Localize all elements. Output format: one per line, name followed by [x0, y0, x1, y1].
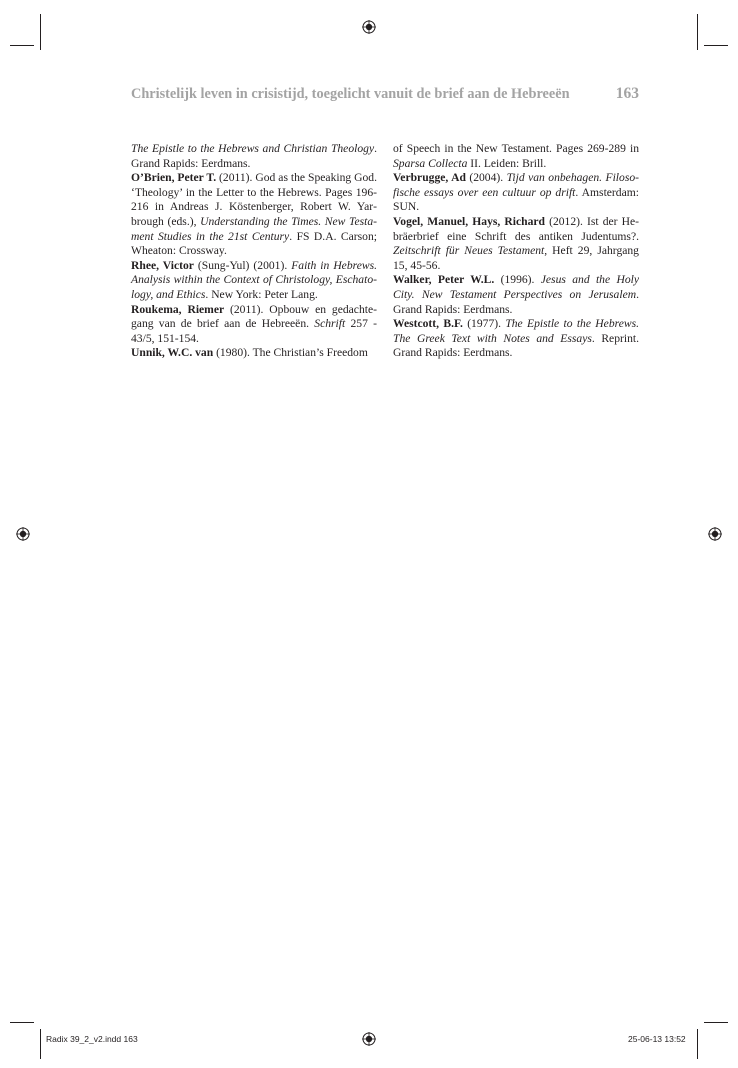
page-number: 163 — [615, 85, 639, 102]
registration-mark-icon — [708, 527, 722, 541]
crop-mark-icon — [704, 1022, 728, 1023]
crop-mark-icon — [704, 45, 728, 46]
reference-entry: Walker, Peter W.L. (1996). Jesus and the Holy City. New Testament Perspectives on Jerusalem. Grand Rapids: Eerdmans. — [393, 273, 639, 316]
reference-entry: Roukema, Riemer (2011). Opbouw en gedachtegang van de brief aan de Hebreeën. Schrift 257 - 43/5, 151-154. — [131, 302, 377, 345]
reference-entry: Rhee, Victor (Sung-Yul) (2001). Faith in Hebrews. Analysis within the Context of Christology, Eschatology, and Ethics. New York: Peter Lang. — [131, 258, 377, 301]
reference-entry: Unnik, W.C. van (1980). The Christian’s Freedom — [131, 346, 368, 360]
reference-entry: The Epistle to the Hebrews and Christian Theology. Grand Rapids: Eerdmans. — [131, 142, 377, 170]
crop-mark-icon — [697, 1029, 698, 1059]
slug-datetime: 25-06-13 13:52 — [628, 1034, 686, 1044]
running-header — [131, 84, 639, 104]
registration-mark-icon — [362, 1032, 376, 1046]
reference-entry: of Speech in the New Testament. Pages 269-289 in Sparsa Collecta II. Leiden: Brill. — [393, 142, 639, 170]
crop-mark-icon — [40, 1029, 41, 1059]
registration-mark-icon — [16, 527, 30, 541]
bibliography-left-column — [131, 142, 377, 361]
reference-entry: Westcott, B.F. (1977). The Epistle to the Hebrews. The Greek Text with Notes and Essays. Reprint. Grand Rapids: Eerdmans. — [393, 317, 639, 360]
crop-mark-icon — [10, 1022, 34, 1023]
crop-mark-icon — [40, 14, 41, 50]
registration-mark-icon — [362, 20, 376, 34]
crop-mark-icon — [10, 45, 34, 46]
crop-mark-icon — [697, 14, 698, 50]
bibliography-right-column — [393, 142, 639, 361]
running-title: Christelijk leven in crisistijd, toegelicht vanuit de brief aan de Hebreeën — [131, 86, 570, 102]
reference-entry: Vogel, Manuel, Hays, Richard (2012). Ist der Hebräerbrief eine Schrift des antiken Judentums?. Zeitschrift für Neues Testament, Heft 29, Jahrgang 15, 45-56. — [393, 214, 639, 272]
reference-entry: O’Brien, Peter T. (2011). God as the Speaking God. ‘Theology’ in the Letter to the Hebrews. Pages 196-216 in Andreas J. Köstenberger, Robert W. Yarbrough (eds.), Understanding the Times. New Testament Studies in the 21st Century. FS D.A. Carson; Wheaton: Crossway. — [131, 171, 377, 258]
slug-filename: Radix 39_2_v2.indd 163 — [46, 1034, 138, 1044]
reference-entry: Verbrugge, Ad (2004). Tijd van onbehagen. Filosofische essays over een cultuur op drift. Amsterdam: SUN. — [393, 171, 639, 214]
